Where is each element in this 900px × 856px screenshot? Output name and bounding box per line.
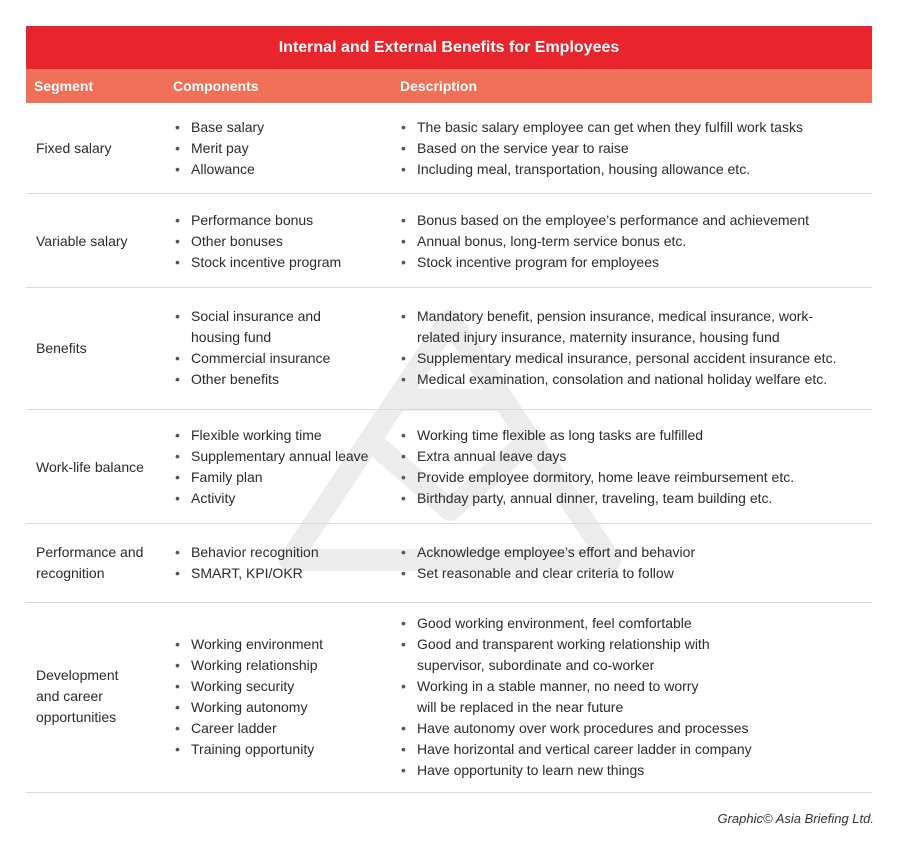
- list-item: • Social insurance and: [173, 306, 383, 327]
- list-item: • Working relationship: [173, 655, 383, 676]
- list-item: • Training opportunity: [173, 739, 383, 760]
- segment-label-line: and career: [36, 688, 103, 704]
- table-row-fixed-salary: [26, 103, 872, 194]
- list-item: • Provide employee dormitory, home leave reimbursement etc.: [399, 467, 869, 488]
- list-item: • Mandatory benefit, pension insurance, medical insurance, work-: [399, 306, 869, 327]
- segment-label: Fixed salary: [36, 140, 112, 156]
- list-item-continuation: will be replaced in the near future: [417, 699, 624, 715]
- table-row-benefits: [26, 288, 872, 410]
- table-header-row: [26, 69, 872, 103]
- table-row-work-life-balance: [26, 410, 872, 524]
- components-list: [173, 117, 383, 180]
- list-item: • Have opportunity to learn new things: [399, 760, 869, 781]
- segment-label-line: recognition: [36, 565, 105, 581]
- segment-label: [36, 665, 119, 728]
- list-item-continuation: related injury insurance, maternity insurance, housing fund: [417, 329, 780, 345]
- segment-label: Work-life balance: [36, 459, 144, 475]
- header-components: Components: [173, 78, 259, 94]
- segment-label: Variable salary: [36, 233, 128, 249]
- list-item: • Working environment: [173, 634, 383, 655]
- list-item: • Activity: [173, 488, 383, 509]
- list-item: • Behavior recognition: [173, 542, 383, 563]
- list-item: • Have horizontal and vertical career ladder in company: [399, 739, 869, 760]
- list-item: • Working in a stable manner, no need to worry: [399, 676, 869, 697]
- description-list: [399, 542, 869, 584]
- list-item: • Career ladder: [173, 718, 383, 739]
- description-list: [399, 117, 869, 180]
- list-item: • Have autonomy over work procedures and processes: [399, 718, 869, 739]
- list-item: • Good working environment, feel comfortable: [399, 613, 869, 634]
- list-item: • Working time flexible as long tasks are fulfilled: [399, 425, 869, 446]
- components-list: [173, 634, 383, 760]
- list-item: • Birthday party, annual dinner, traveling, team building etc.: [399, 488, 869, 509]
- list-item: • Performance bonus: [173, 210, 383, 231]
- list-item: • Other benefits: [173, 369, 383, 390]
- list-item: • Based on the service year to raise: [399, 138, 869, 159]
- segment-label: Benefits: [36, 340, 87, 356]
- list-item: • Bonus based on the employee’s performance and achievement: [399, 210, 869, 231]
- list-item-continuation: supervisor, subordinate and co-worker: [417, 657, 655, 673]
- description-list: [399, 210, 869, 273]
- list-item: • Including meal, transportation, housing allowance etc.: [399, 159, 869, 180]
- list-item: • Flexible working time: [173, 425, 383, 446]
- description-list: [399, 306, 869, 390]
- list-item: • Working security: [173, 676, 383, 697]
- benefits-table: [26, 26, 872, 793]
- list-item: • Other bonuses: [173, 231, 383, 252]
- segment-label-line: Performance and: [36, 544, 144, 560]
- components-list: [173, 425, 383, 509]
- list-item: • Commercial insurance: [173, 348, 383, 369]
- list-item: • Supplementary medical insurance, personal accident insurance etc.: [399, 348, 869, 369]
- segment-label-line: Development: [36, 667, 119, 683]
- table-row-variable-salary: [26, 194, 872, 288]
- list-item: • The basic salary employee can get when they fulfill work tasks: [399, 117, 869, 138]
- graphic-credit: Graphic© Asia Briefing Ltd.: [717, 811, 874, 826]
- components-list: [173, 210, 383, 273]
- list-item: • Working autonomy: [173, 697, 383, 718]
- components-list: [173, 542, 383, 584]
- list-item: • Good and transparent working relationship with: [399, 634, 869, 655]
- list-item: • Supplementary annual leave: [173, 446, 383, 467]
- list-item: • Family plan: [173, 467, 383, 488]
- list-item: • Medical examination, consolation and national holiday welfare etc.: [399, 369, 869, 390]
- list-item: • Base salary: [173, 117, 383, 138]
- list-item: • Set reasonable and clear criteria to follow: [399, 563, 869, 584]
- list-item: • Stock incentive program: [173, 252, 383, 273]
- table-row-development-career: [26, 603, 872, 793]
- list-item: • Stock incentive program for employees: [399, 252, 869, 273]
- list-item: • SMART, KPI/OKR: [173, 563, 383, 584]
- header-description: Description: [400, 78, 478, 94]
- components-list: [173, 306, 383, 390]
- list-item: • Merit pay: [173, 138, 383, 159]
- table-title: Internal and External Benefits for Employees: [26, 26, 872, 69]
- segment-label-line: opportunities: [36, 709, 117, 725]
- list-item: • Annual bonus, long-term service bonus etc.: [399, 231, 869, 252]
- description-list: [399, 613, 869, 781]
- table-row-performance-recognition: [26, 524, 872, 603]
- list-item-continuation: housing fund: [191, 329, 272, 345]
- header-segment: Segment: [34, 78, 94, 94]
- list-item: • Extra annual leave days: [399, 446, 869, 467]
- segment-label: [36, 542, 143, 584]
- description-list: [399, 425, 869, 509]
- list-item: • Acknowledge employee’s effort and behavior: [399, 542, 869, 563]
- list-item: • Allowance: [173, 159, 383, 180]
